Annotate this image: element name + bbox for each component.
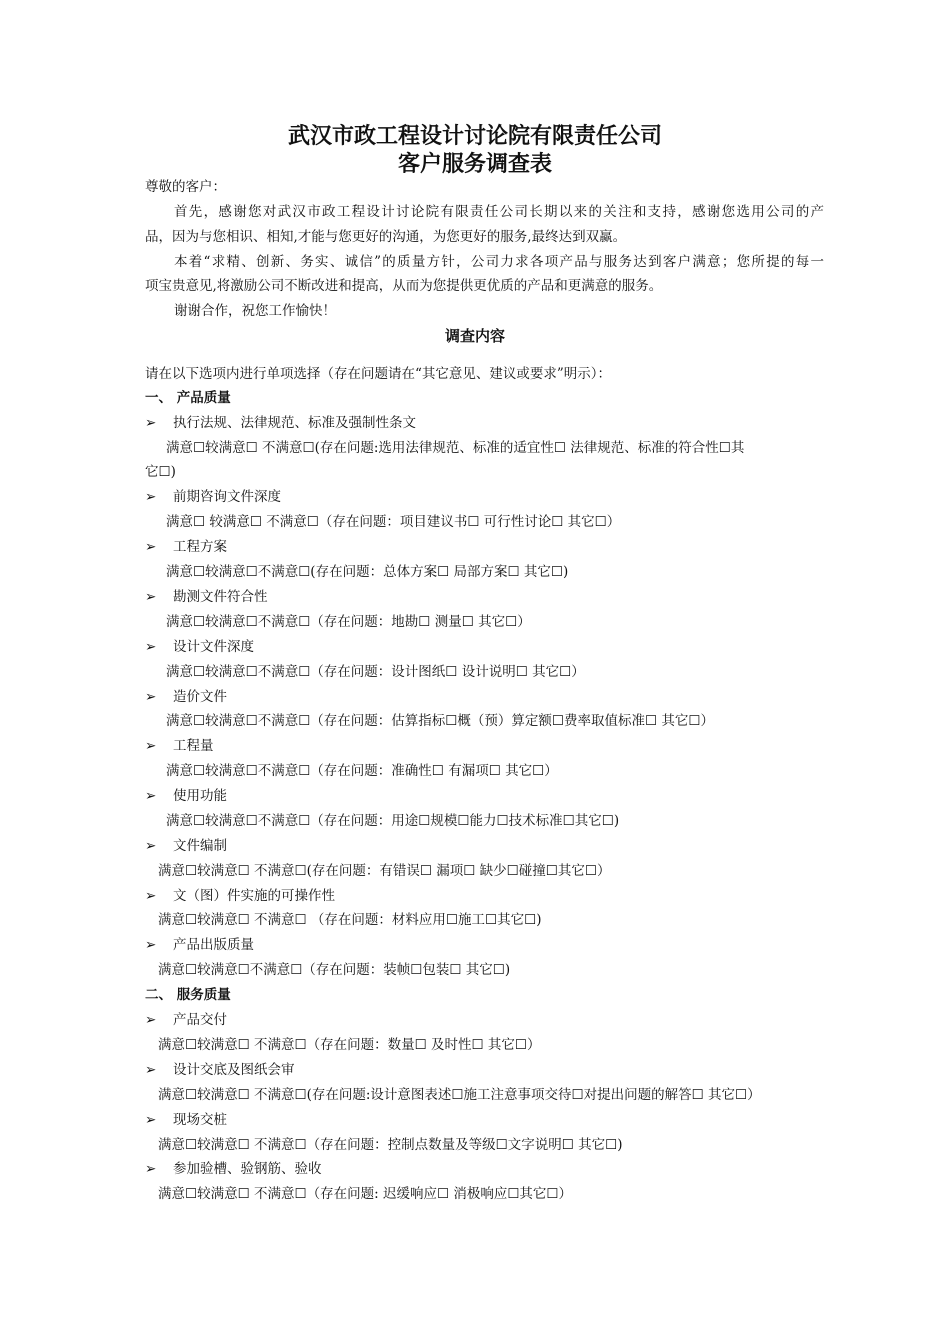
question-options[interactable]: 满意☐较满意☐ 不满意☐(存在问题:设计意图表述☐施工注意事项交待☐对提出问题的解答☐ 其它☐） bbox=[158, 1087, 761, 1103]
question-options[interactable]: 满意☐较满意☐不满意☐（存在问题：设计图纸☐ 设计说明☐ 其它☐） bbox=[166, 664, 585, 680]
arrow-bullet-icon: ➢ bbox=[145, 1012, 157, 1028]
arrow-bullet-icon: ➢ bbox=[145, 639, 157, 655]
question-options[interactable]: 满意☐较满意☐不满意☐（存在问题：装帧☐包装☐ 其它☐) bbox=[158, 962, 511, 978]
section-service-quality: 二、 服务质量 bbox=[145, 987, 231, 1003]
question-text: 文件编制 bbox=[173, 838, 227, 854]
question-options[interactable]: 满意☐较满意☐不满意☐（存在问题：地勘☐ 测量☐ 其它☐） bbox=[166, 614, 531, 630]
greeting: 尊敬的客户： bbox=[145, 179, 226, 195]
question-label bbox=[145, 1010, 825, 1030]
question-options[interactable]: 满意☐较满意☐ 不满意☐(存在问题:选用法律规范、标准的适宜性☐ 法律规范、标准的符合性☐其 bbox=[166, 440, 745, 456]
question-options[interactable]: 满意☐ 较满意☐ 不满意☐（存在问题：项目建议书☐ 可行性讨论☐ 其它☐） bbox=[166, 514, 621, 530]
intro-paragraph-2-line-1: 本着“求精、创新、务实、诚信”的质量方针，公司力求各项产品与服务达到客户满意；您所提的每一 bbox=[174, 254, 824, 270]
question-text: 工程方案 bbox=[173, 539, 227, 555]
question-label bbox=[145, 587, 825, 607]
arrow-bullet-icon: ➢ bbox=[145, 415, 157, 431]
arrow-bullet-icon: ➢ bbox=[145, 888, 157, 904]
intro-paragraph-1-line-1: 首先，感谢您对武汉市政工程设计讨论院有限责任公司长期以来的关注和支持，感谢您选用公司的产 bbox=[174, 204, 824, 220]
question-options[interactable]: 满意☐较满意☐不满意☐（存在问题：用途☐规模☐能力☐技术标准☐其它☐) bbox=[166, 813, 620, 829]
question-options[interactable]: 满意☐较满意☐ 不满意☐ （存在问题：材料应用☐施工☐其它☐) bbox=[158, 912, 542, 928]
question-options[interactable]: 满意☐较满意☐不满意☐（存在问题：准确性☐ 有漏项☐ 其它☐） bbox=[166, 763, 558, 779]
question-options-continued[interactable]: 它☐) bbox=[145, 464, 176, 480]
question-label bbox=[145, 836, 825, 856]
question-text: 参加验槽、验钢筋、验收 bbox=[173, 1161, 322, 1177]
question-label bbox=[145, 637, 825, 657]
question-text: 产品交付 bbox=[173, 1012, 227, 1028]
question-label bbox=[145, 736, 825, 756]
question-label bbox=[145, 1060, 825, 1080]
arrow-bullet-icon: ➢ bbox=[145, 1112, 157, 1128]
intro-paragraph-1-line-2: 品，因为与您相识、相知,才能与您更好的沟通，为您更好的服务,最终达到双赢。 bbox=[145, 229, 627, 245]
question-options[interactable]: 满意☐较满意☐ 不满意☐（存在问题: 迟缓响应☐ 消极响应☐其它☐） bbox=[158, 1186, 573, 1202]
survey-heading: 调查内容 bbox=[444, 327, 505, 345]
question-text: 勘测文件符合性 bbox=[173, 589, 268, 605]
question-label bbox=[145, 413, 825, 433]
question-label bbox=[145, 786, 825, 806]
question-label bbox=[145, 1110, 825, 1130]
arrow-bullet-icon: ➢ bbox=[145, 1161, 157, 1177]
question-label bbox=[145, 537, 825, 557]
arrow-bullet-icon: ➢ bbox=[145, 589, 157, 605]
arrow-bullet-icon: ➢ bbox=[145, 539, 157, 555]
arrow-bullet-icon: ➢ bbox=[145, 788, 157, 804]
question-text: 文（图）件实施的可操作性 bbox=[173, 888, 335, 904]
question-text: 现场交桩 bbox=[173, 1112, 227, 1128]
question-label bbox=[145, 687, 825, 707]
company-title: 武汉市政工程设计讨论院有限责任公司 bbox=[287, 123, 662, 149]
form-title: 客户服务调查表 bbox=[397, 151, 552, 177]
arrow-bullet-icon: ➢ bbox=[145, 738, 157, 754]
arrow-bullet-icon: ➢ bbox=[145, 1062, 157, 1078]
section-product-quality: 一、 产品质量 bbox=[145, 390, 231, 406]
question-options[interactable]: 满意☐较满意☐ 不满意☐（存在问题：数量☐ 及时性☐ 其它☐） bbox=[158, 1037, 541, 1053]
question-label bbox=[145, 1159, 825, 1179]
question-text: 设计交底及图纸会审 bbox=[173, 1062, 295, 1078]
intro-paragraph-2-line-2: 项宝贵意见,将激励公司不断改进和提高，从而为您提供更优质的产品和更满意的服务。 bbox=[145, 278, 663, 294]
question-text: 使用功能 bbox=[173, 788, 227, 804]
arrow-bullet-icon: ➢ bbox=[145, 937, 157, 953]
question-options[interactable]: 满意☐较满意☐不满意☐（存在问题：估算指标☐概（预）算定额☐费率取值标准☐ 其它☐） bbox=[166, 713, 715, 729]
intro-thanks: 谢谢合作，祝您工作愉快！ bbox=[174, 303, 336, 319]
arrow-bullet-icon: ➢ bbox=[145, 838, 157, 854]
question-text: 产品出版质量 bbox=[173, 937, 254, 953]
arrow-bullet-icon: ➢ bbox=[145, 489, 157, 505]
question-options[interactable]: 满意☐较满意☐ 不满意☐（存在问题：控制点数量及等级☐文字说明☐ 其它☐) bbox=[158, 1137, 623, 1153]
question-text: 执行法规、法律规范、标准及强制性条文 bbox=[173, 415, 416, 431]
question-text: 设计文件深度 bbox=[173, 639, 254, 655]
arrow-bullet-icon: ➢ bbox=[145, 689, 157, 705]
question-text: 前期咨询文件深度 bbox=[173, 489, 281, 505]
survey-instruction: 请在以下选项内进行单项选择（存在问题请在“其它意见、建议或要求”明示）： bbox=[145, 366, 612, 382]
question-label bbox=[145, 487, 825, 507]
question-text: 造价文件 bbox=[173, 689, 227, 705]
question-label bbox=[145, 935, 825, 955]
question-label bbox=[145, 886, 825, 906]
question-options[interactable]: 满意☐较满意☐ 不满意☐(存在问题：有错误☐ 漏项☐ 缺少☐碰撞☐其它☐） bbox=[158, 863, 611, 879]
question-text: 工程量 bbox=[173, 738, 214, 754]
question-options[interactable]: 满意☐较满意☐不满意☐(存在问题：总体方案☐ 局部方案☐ 其它☐) bbox=[166, 564, 569, 580]
